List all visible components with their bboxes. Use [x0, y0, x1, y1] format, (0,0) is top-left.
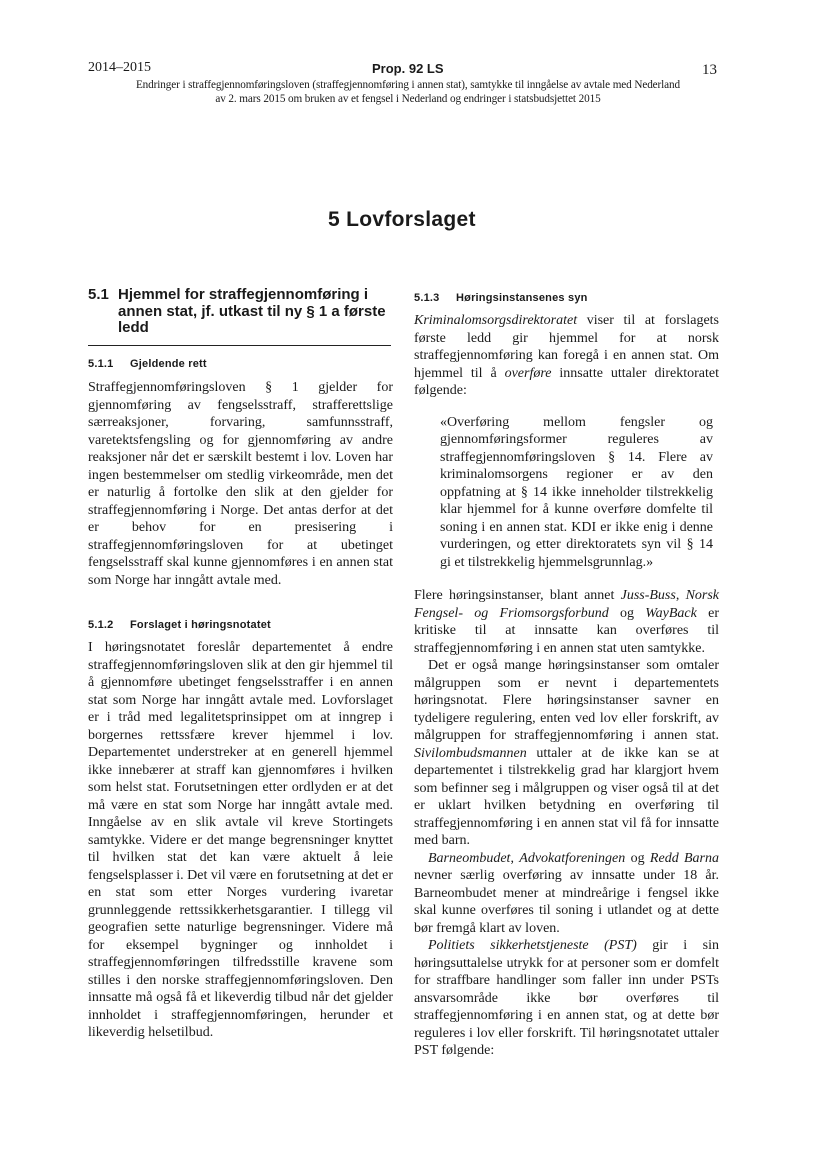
section-title: Hjemmel for straffegjennomføring i annen stat, jf. utkast til ny § 1 a første ledd	[118, 286, 386, 336]
header-subtitle	[88, 79, 728, 106]
text-run: nevner særlig overføring av innsatte under 18 år. Barneombudet mener at mindreårige i fengsel ikke skal kunne overføres til soning i utlandet og at dette bør fremgå klart av loven.	[414, 868, 719, 936]
subsection-title: Gjeldende rett	[130, 358, 207, 370]
paragraph-kdi	[414, 312, 719, 400]
org-name: Kriminalomsorgsdirektoratet	[414, 313, 578, 328]
section-rule	[88, 345, 391, 346]
paragraph-pst	[414, 937, 719, 1060]
org-name: WayBack	[645, 605, 697, 621]
paragraph-gjeldende-rett: Straffegjennomføringsloven § 1 gjelder for gjennomføring av fengselsstraff, strafferettslige særreaksjoner, forvaring, samfunnsstraff, varetektsfengsling og for gjennomføring av andre reaksjoner når det er særskilt bestemt i lov. Loven har ingen bestemmelser om stedlig virkeområde, men det er naturlig å fortolke den slik at den gjelder for straffegjennomføring i Norge. Det antas derfor at det er behov for en presisering i straffegjennomføringsloven for at ubetinget fengselsstraff skal kunne gjennomføres i en annen stat som Norge har inngått avtale med.	[88, 380, 393, 588]
subsection-heading-5-1-1	[88, 358, 393, 370]
left-column	[88, 358, 393, 1042]
page-number: 13	[702, 62, 717, 78]
subsection-number: 5.1.3	[414, 292, 440, 304]
chapter-title: 5 Lovforslaget	[328, 208, 476, 231]
text-run: uttaler at de ikke kan se at departementet i tilstrekkelig grad har klargjort hvem som befinner seg i målgruppen og viser også til at det er uklart hvilken betydning en overføring til straffegjennomføring i en annen stat vil få for innsatte med barn.	[414, 745, 719, 848]
block-quote-kdi: «Overføring mellom fengsler og gjennomføringsformer reguleres av straffegjennomføringsloven § 14. Flere av kriminalomsorgens regioner er av den oppfatning at § 14 ikke inneholder tilstrekkelig klar hjemmel for å kunne overføre domfelte til soning i en annen stat. KDI er ikke enig i denne vurderingen, og etter direktoratets syn vil § 14 gi et tilstrekkelig hjemmelsgrunnlag.»	[440, 414, 713, 570]
header-year: 2014–2015	[88, 60, 151, 75]
emphasis: overføre	[504, 365, 552, 381]
org-name: Barneombudet	[428, 850, 511, 866]
org-name: Redd Barna	[649, 850, 720, 866]
org-name: Juss-Buss	[620, 588, 676, 603]
text-run: og	[608, 605, 646, 621]
org-name: Sivilombudsmannen	[414, 745, 527, 761]
text-run: innsatte uttaler direktoratet følgende:	[414, 365, 720, 398]
subsection-number: 5.1.2	[88, 619, 114, 631]
text-run: Det er også mange høringsinstanser som omtaler målgruppen som er nevnt i departementets høringsnotat. Flere høringsinstanser savner en tydeligere regulering, enten ved lov eller forskrift, av målgruppen for straffegjennomføring i annen stat.	[414, 658, 719, 743]
text-run: ,	[675, 588, 686, 603]
right-column	[414, 292, 719, 1060]
subsection-title: Forslaget i høringsnotatet	[130, 619, 271, 631]
org-name: Advokatforeningen	[519, 850, 626, 866]
paragraph-flere	[414, 587, 719, 657]
paragraph-malgruppen	[414, 657, 719, 850]
header-subtitle-line2: av 2. mars 2015 om bruken av et fengsel i Nederland og endringer i statsbudsjettet 2015	[215, 92, 601, 105]
text-run: ,	[510, 850, 520, 866]
section-heading-5-1	[88, 287, 388, 337]
header-subtitle-line1: Endringer i straffegjennomføringsloven (straffegjennomføring i annen stat), samtykke til inngåelse av avtale med Nederland	[135, 79, 681, 91]
section-number: 5.1	[88, 286, 109, 303]
text-run: viser til at forslagets første ledd gir hjemmel for at norsk straffegjennomføring kan foregå i en annen stat. Om hjemmel til å	[414, 313, 719, 381]
org-name: Norsk Fengsel- og Friomsorgsforbund	[414, 588, 720, 621]
paragraph-forslaget: I høringsnotatet foreslår departementet å endre straffegjennomføringsloven slik at den gir hjemmel til å gjennomføre ubetinget fengselsstraffer i en annen stat som Norge har inngått avtale med. Lovforslaget er i tråd med legalitetsprinsippet om at inngrep i borgernes rettssfære krever hjemmel i lov. Departementet understreker at en generell hjemmel ikke innebærer at straff kan gjennomføres i hvilken som helst stat. Forutsetningen etter ordlyden er at det må være en stat som Norge har inngått avtale med. Inngåelse av en slik avtale vil kreve Stortingets samtykke. Videre er det mange begrensninger knyttet til hvilken stat det kan være aktuelt å leie fengselsplasser i. Det vil være en forutsetning at det er en stat som etter Norges vurdering ivaretar grunnleggende rettssikkerhetsgarantier. I tillegg vil geografien sette naturlige begrensninger. Videre må for eksempel bygninger og innholdet i straffegjennomføringen tilfredsstille kravene som stilles i den norske straffegjennomføringsloven. Den innsatte må også få et likeverdig tilbud når det gjelder innholdet i straffegjennomføringen, herunder et likeverdig helsetilbud.	[88, 640, 393, 1040]
text-run: Flere høringsinstanser, blant annet	[414, 588, 621, 603]
subsection-heading-5-1-2	[88, 619, 393, 631]
org-name: Politiets sikkerhetstjeneste (PST)	[428, 938, 637, 953]
paragraph-barneombudet	[414, 850, 719, 938]
text-run: gir i sin høringsuttalelse utrykk for at personer som er domfelt for straffbare handlinger som faller inn under PSTs ansvarsområde ikke bør overføres til straffegjennomføring i en annen stat, og at dette bør reguleres i lov eller forskrift. Til høringsnotatet uttaler PST følgende:	[414, 938, 720, 1058]
text-run: er kritiske til at innsatte kan overføres til straffegjennomføring i en annen stat uten samtykke.	[414, 605, 719, 656]
subsection-heading-5-1-3	[414, 292, 719, 304]
subsection-number: 5.1.1	[88, 358, 114, 370]
text-run: og	[625, 850, 650, 866]
subsection-title: Høringsinstansenes syn	[456, 292, 588, 304]
header-prop: Prop. 92 LS	[372, 61, 444, 76]
